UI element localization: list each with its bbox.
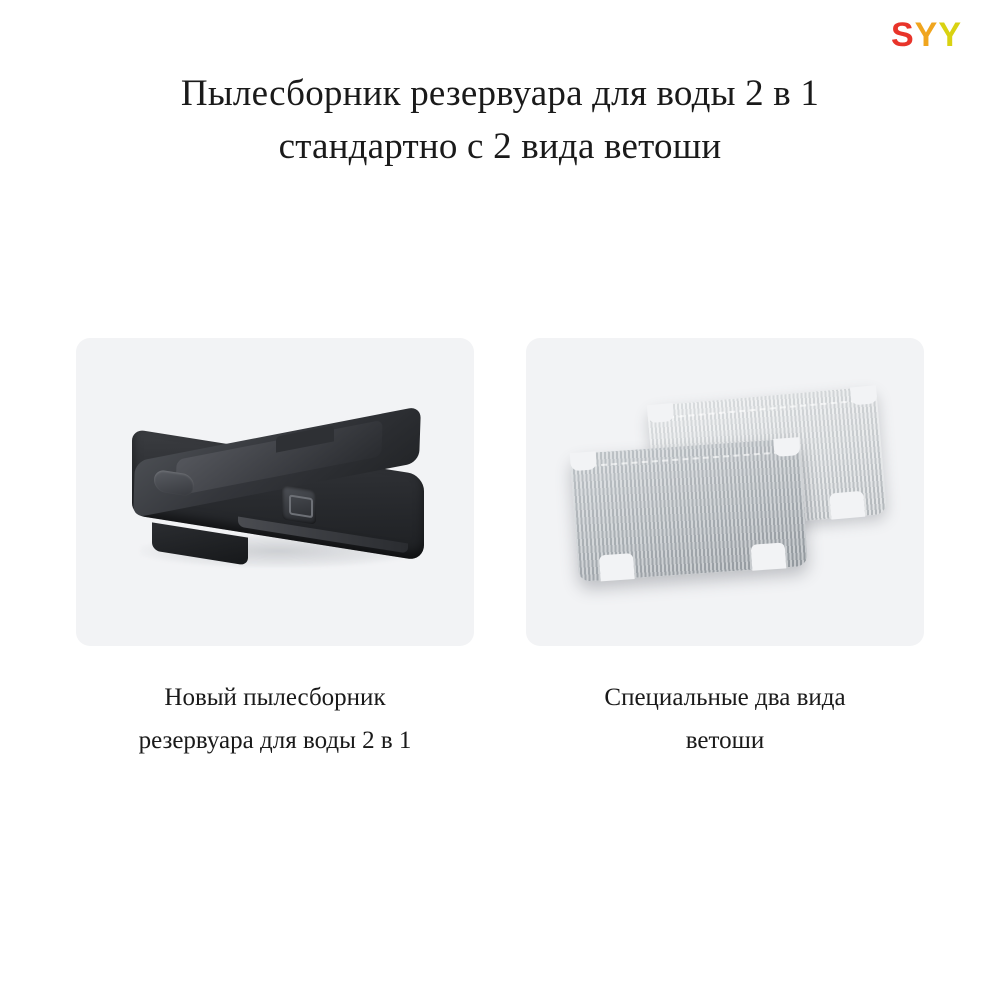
dustbin-caption-line-1: Новый пылесборник: [164, 684, 386, 711]
mop-pads-illustration: [556, 390, 896, 602]
brand-letter-y2: Y: [938, 16, 962, 54]
dustbin-water-tank-photo: [76, 338, 474, 646]
mop-pad-front-notch-right: [751, 542, 787, 570]
dustbin-latch: [282, 485, 316, 524]
mop-pad-front-top-cut-left: [570, 451, 597, 471]
dustbin-caption-line-2: резервуара для воды 2 в 1: [138, 727, 412, 754]
mop-caption: [535, 676, 915, 762]
mop-pad-front-notch-left: [599, 553, 635, 581]
product-cards: [0, 338, 1000, 762]
mop-pad-front: [570, 438, 808, 582]
dustbin-caption: [85, 676, 465, 762]
page-title: [0, 68, 1000, 173]
mop-pad-back-top-cut-left: [647, 403, 674, 423]
mop-pad-back-top-cut-right: [850, 385, 877, 405]
mop-caption-line-1: Специальные два вида: [604, 684, 846, 711]
brand-letter-s: S: [890, 16, 915, 54]
brand-logo: [891, 18, 962, 52]
dustbin-illustration: [118, 426, 438, 576]
card-dustbin: [76, 338, 474, 762]
mop-caption-line-2: ветоши: [685, 727, 765, 754]
page-title-line-2: стандартно с 2 вида ветоши: [278, 125, 722, 167]
page-title-line-1: Пылесборник резервуара для воды 2 в 1: [180, 73, 820, 114]
mop-pad-back-notch-right: [829, 491, 865, 520]
card-mop-cloths: [526, 338, 924, 762]
mop-cloth-pads-photo: [526, 338, 924, 646]
mop-pad-front-top-cut-right: [773, 437, 800, 457]
brand-letter-y1: Y: [914, 16, 939, 54]
